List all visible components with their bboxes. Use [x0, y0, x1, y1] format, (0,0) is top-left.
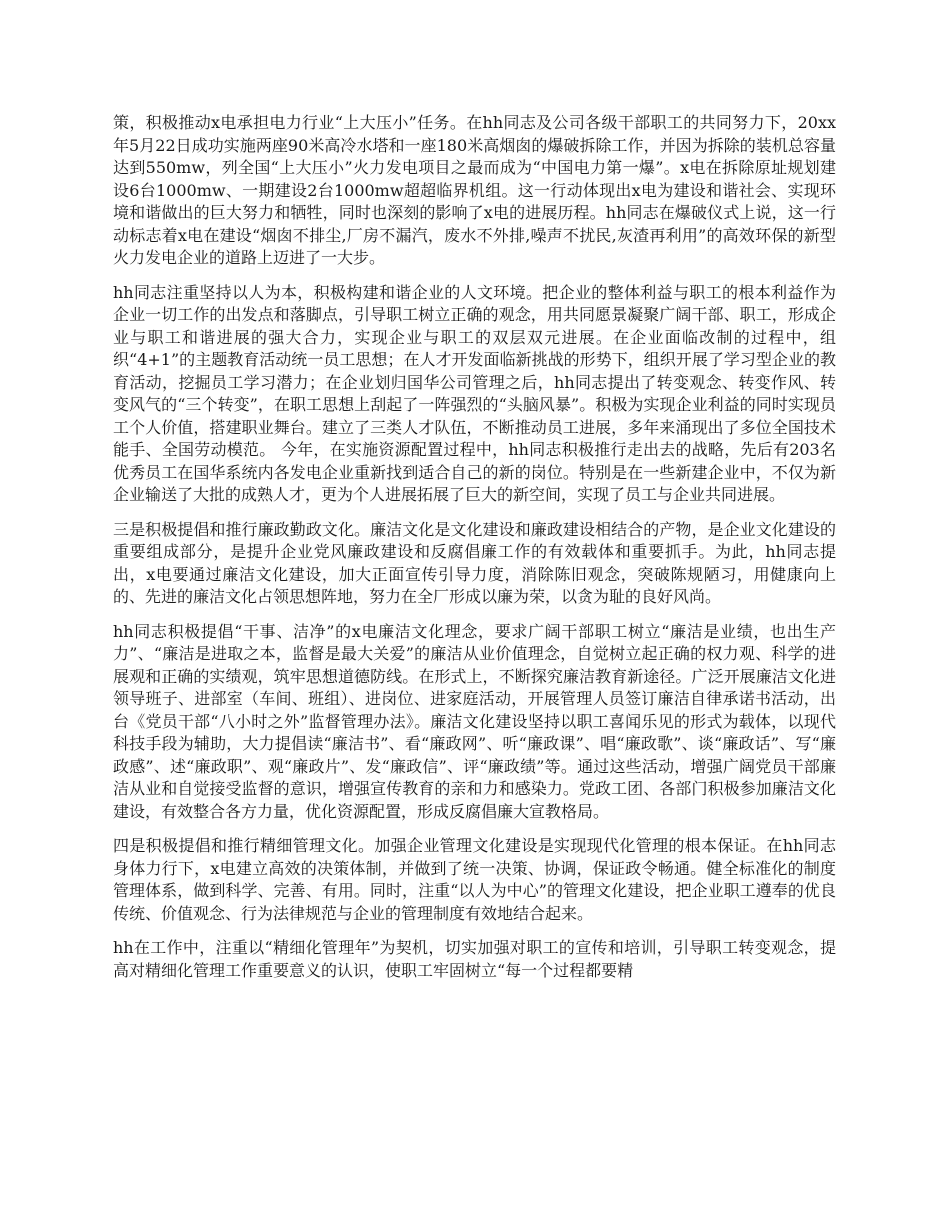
paragraph-6: hh在工作中，注重以“精细化管理年”为契机，切实加强对职工的宣传和培训，引导职工转变观念，提高对精细化管理工作重要意义的认识，使职工牢固树立“每一个过程都要精	[113, 938, 836, 980]
document-page	[113, 112, 836, 994]
paragraph-5: 四是积极提倡和推行精细管理文化。加强企业管理文化建设是实现现代化管理的根本保证。在hh同志身体力行下，x电建立高效的决策体制，并做到了统一决策、协调，保证政令畅通。健全标准化的制度管理体系，做到科学、完善、有用。同时，注重“以人为中心”的管理文化建设，把企业职工遵奉的优良传统、价值观念、行为法律规范与企业的管理制度有效地结合起来。	[113, 836, 836, 923]
paragraph-4: hh同志积极提倡“干事、洁净”的x电廉洁文化理念，要求广阔干部职工树立“廉洁是业绩，也出生产力”、“廉洁是进取之本，监督是最大关爱”的廉洁从业价值理念，自觉树立起正确的权力观、科学的进展观和正确的实绩观，筑牢思想道德防线。在形式上，不断探究廉洁教育新途径。广泛开展廉洁文化进领导班子、进部室（车间、班组）、进岗位、进家庭活动，开展管理人员签订廉洁自律承诺书活动，出台《党员干部“八小时之外”监督管理办法》。廉洁文化建设坚持以职工喜闻乐见的形式为载体，以现代科技手段为辅助，大力提倡读“廉洁书”、看“廉政网”、听“廉政课”、唱“廉政歌”、谈“廉政话”、写“廉政感”、述“廉政职”、观“廉政片”、发“廉政信”、评“廉政绩”等。通过这些活动，增强广阔党员干部廉洁从业和自觉接受监督的意识，增强宣传教育的亲和力和感染力。党政工团、各部门积极参加廉洁文化建设，有效整合各方力量，优化资源配置，形成反腐倡廉大宣教格局。	[113, 621, 836, 821]
paragraph-3: 三是积极提倡和推行廉政勤政文化。廉洁文化是文化建设和廉政建设相结合的产物，是企业文化建设的重要组成部分，是提升企业党风廉政建设和反腐倡廉工作的有效载体和重要抓手。为此，hh同志提出，x电要通过廉洁文化建设，加大正面宣传引导力度，消除陈旧观念，突破陈规陋习，用健康向上的、先进的廉洁文化占领思想阵地，努力在全厂形成以廉为荣，以贪为耻的良好风尚。	[113, 519, 836, 606]
paragraph-2: hh同志注重坚持以人为本，积极构建和谐企业的人文环境。把企业的整体利益与职工的根本利益作为企业一切工作的出发点和落脚点，引导职工树立正确的观念，用共同愿景凝聚广阔干部、职工，形成企业与职工和谐进展的强大合力，实现企业与职工的双层双元进展。在企业面临改制的过程中，组织“4+1”的主题教育活动统一员工思想；在人才开发面临新挑战的形势下，组织开展了学习型企业的教育活动，挖掘员工学习潜力；在企业划归国华公司管理之后，hh同志提出了转变观念、转变作风、转变风气的“三个转变”，在职工思想上刮起了一阵强烈的“头脑风暴”。积极为实现企业利益的同时实现员工个人价值，搭建职业舞台。建立了三类人才队伍，不断推动员工进展，多年来涌现出了多位全国技术能手、全国劳动模范。 今年，在实施资源配置过程中，hh同志积极推行走出去的战略，先后有203名优秀员工在国华系统内各发电企业重新找到适合自己的新的岗位。特别是在一些新建企业中，不仅为新企业输送了大批的成熟人才，更为个人进展拓展了巨大的新空间，实现了员工与企业共同进展。	[113, 282, 836, 504]
paragraph-1: 策，积极推动x电承担电力行业“上大压小”任务。在hh同志及公司各级干部职工的共同努力下，20xx年5月22日成功实施两座90米高冷水塔和一座180米高烟囱的爆破拆除工作，并因为拆除的装机总容量达到550mw，列全国“上大压小”火力发电项目之最而成为“中国电力第一爆”。x电在拆除原址规划建设6台1000mw、一期建设2台1000mw超超临界机组。这一行动体现出x电为建设和谐社会、实现环境和谐做出的巨大努力和牺牲，同时也深刻的影响了x电的进展历程。hh同志在爆破仪式上说，这一行动标志着x电在建设“烟囱不排尘,厂房不漏汽，废水不外排,噪声不扰民,灰渣再利用”的高效环保的新型火力发电企业的道路上迈进了一大步。	[113, 113, 836, 267]
